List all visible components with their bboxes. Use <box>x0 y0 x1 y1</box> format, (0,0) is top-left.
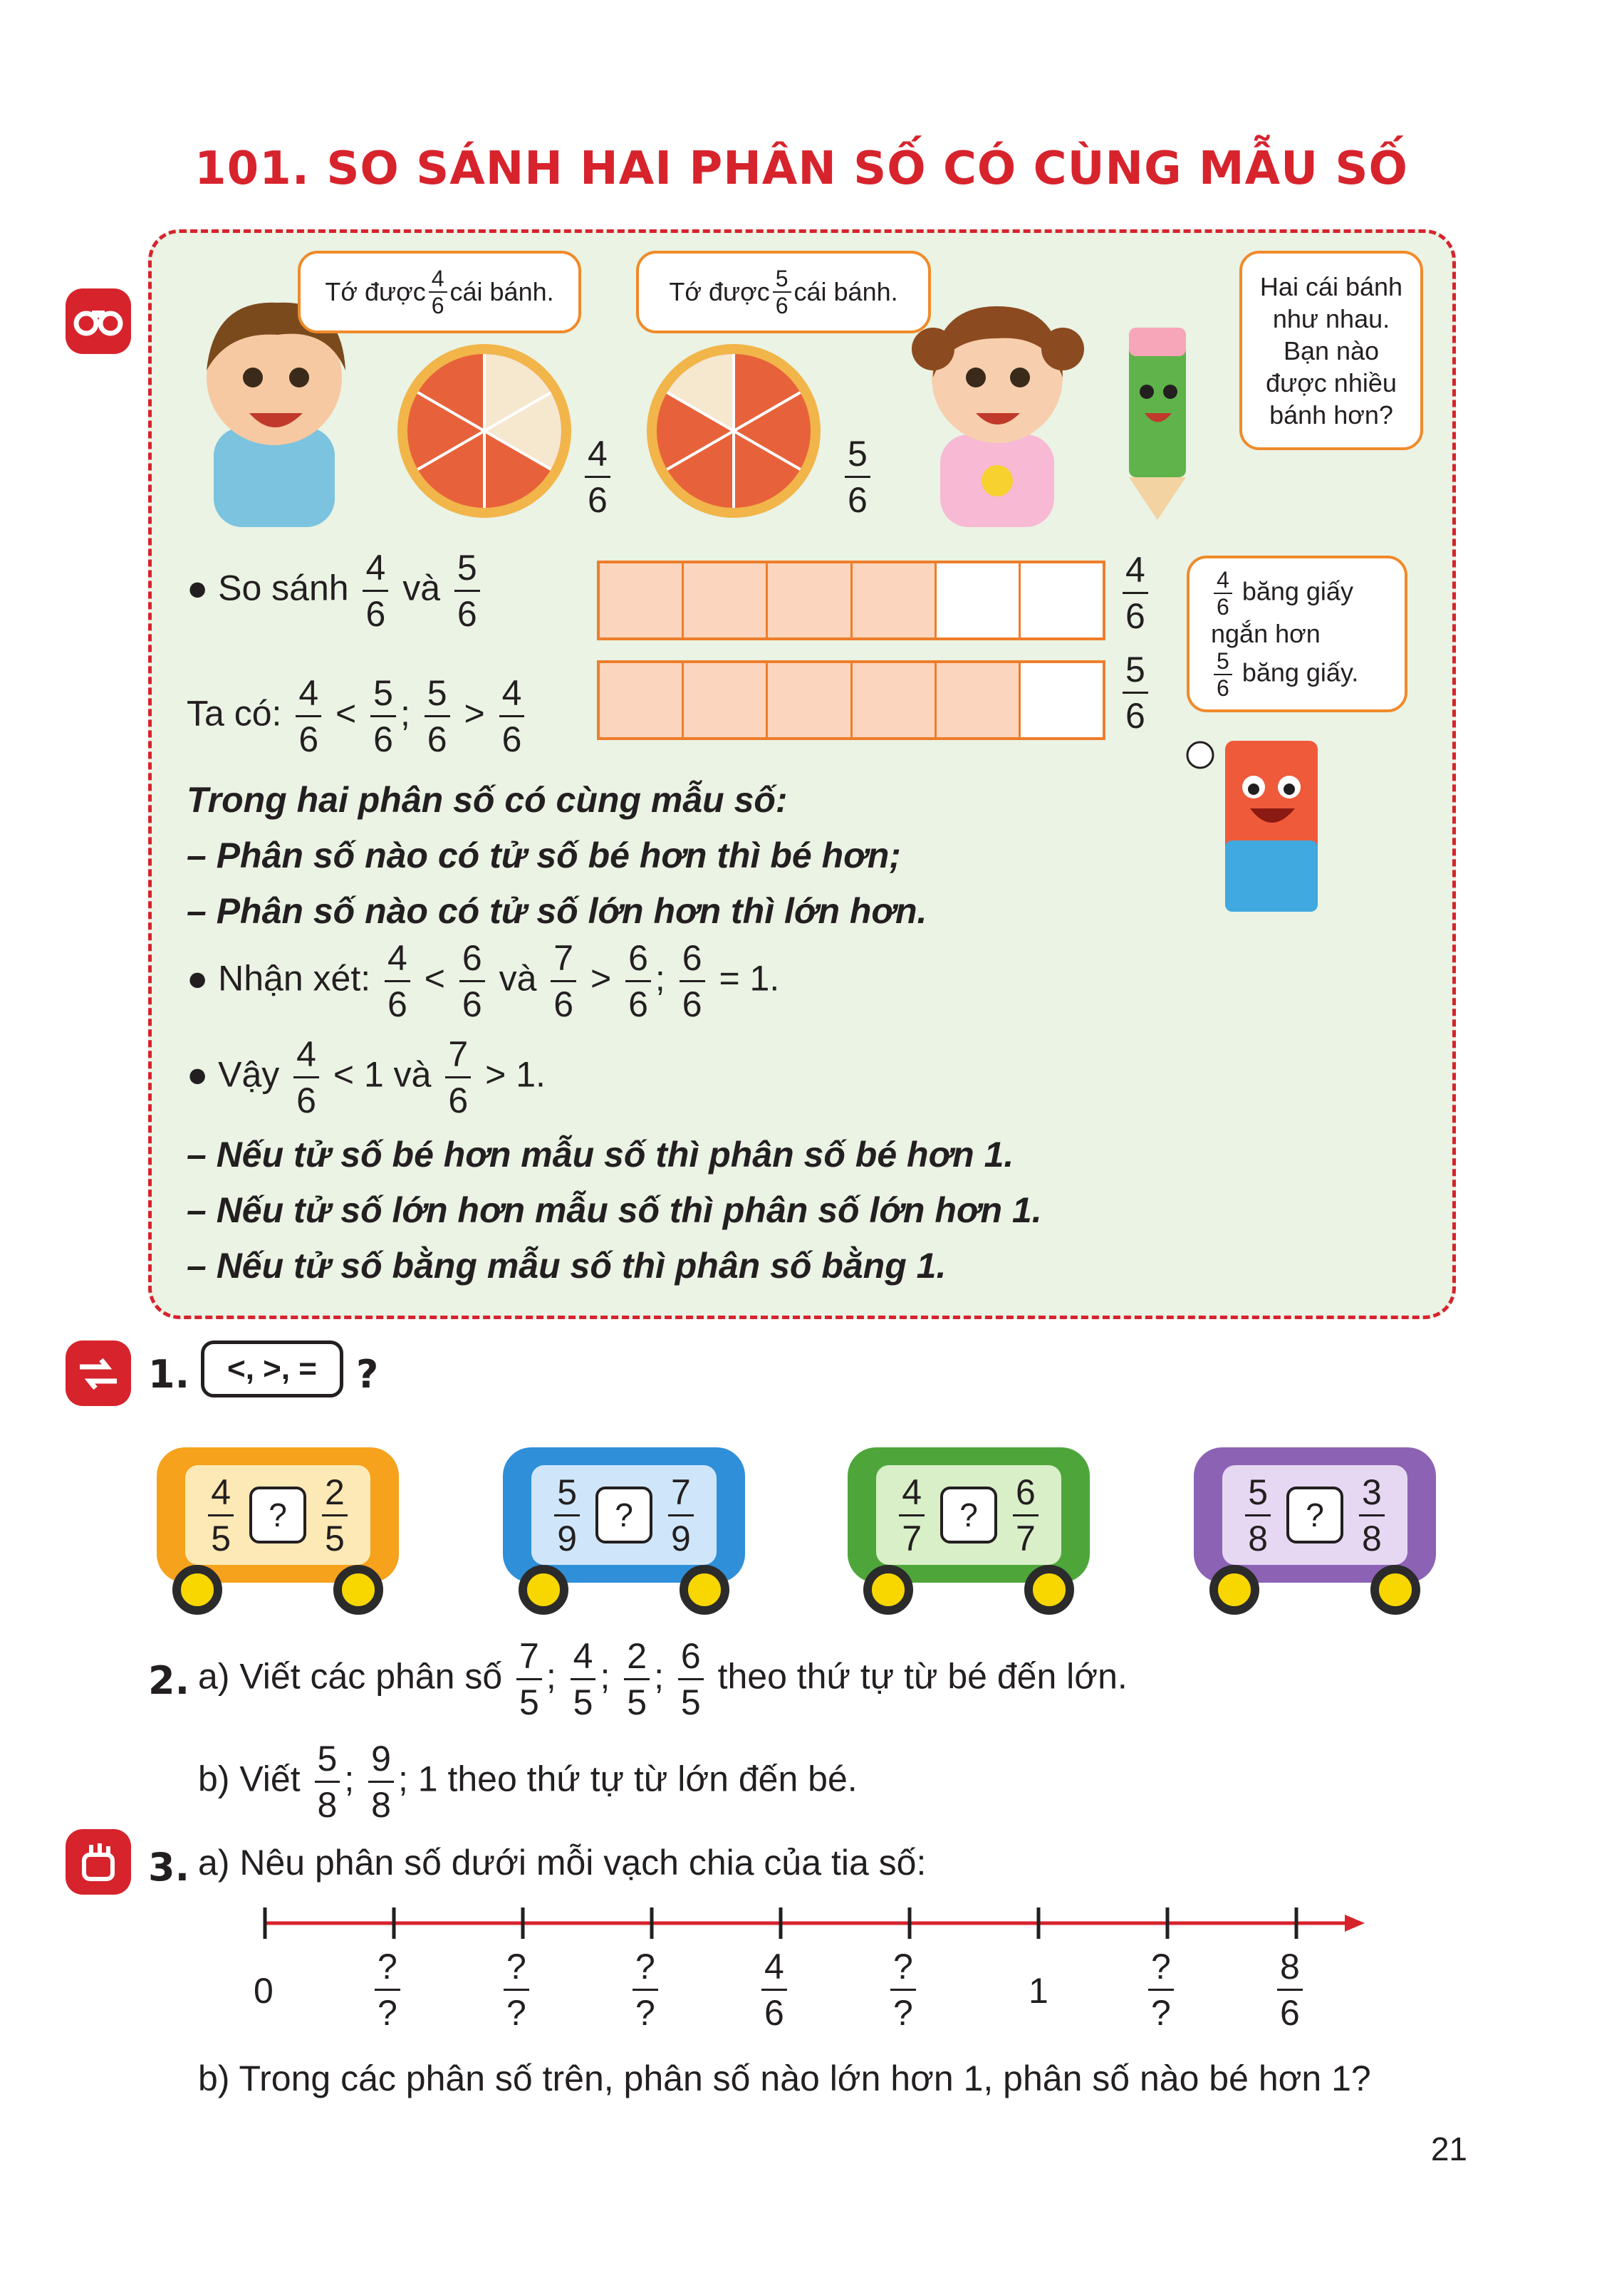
lesson-title: 101. SO SÁNH HAI PHÂN SỐ CÓ CÙNG MẪU SỐ <box>194 142 1408 195</box>
rule2-line-3: – Nếu tử số bằng mẫu số thì phân số bằng 1. <box>187 1246 947 1286</box>
page-number: 21 <box>1430 2130 1467 2167</box>
exercise-1-question-mark: ? <box>356 1352 379 1397</box>
pencil-character <box>1100 313 1214 527</box>
eraser-character <box>1182 727 1339 919</box>
paper-strip-5-6 <box>597 660 1105 740</box>
comparison-symbols-box: <, >, = <box>201 1341 343 1397</box>
answer-box-2[interactable]: ? <box>595 1487 652 1544</box>
answer-box-1[interactable]: ? <box>249 1487 306 1544</box>
pencil-speech-bubble: Hai cái bánh như nhau. Bạn nào được nhiều bánh hơn? <box>1239 251 1423 450</box>
tick-label-3: $\frac{?}{?}$ <box>628 1949 662 2031</box>
answer-box-3[interactable]: ? <box>940 1487 997 1544</box>
paper-strip-4-6 <box>597 561 1105 640</box>
compare-line: ● So sánh $\frac{4}{6}$ và $\frac{5}{6}$ <box>187 550 484 632</box>
girl-speech-bubble: Tớ được $\frac{5}{6}$ cái bánh. <box>636 251 931 333</box>
tick-label-6: 1 <box>1029 1971 1048 2011</box>
cart-4: $\frac{5}{8}$ ? $\frac{3}{8}$ <box>1187 1433 1443 1611</box>
strip-2-label: $\frac{5}{6}$ <box>1118 652 1152 734</box>
pizza-1-label: $\frac{4}{6}$ <box>581 436 615 518</box>
binoculars-icon <box>66 288 131 354</box>
rule2-line-2: – Nếu tử số lớn hơn mẫu số thì phân số lớn hơn 1. <box>187 1190 1042 1230</box>
eraser-speech-bubble: $\frac{4}{6}$ băng giấy ngắn hơn $\frac{5}{6}$ băng giấy. <box>1187 556 1407 712</box>
pizza-four-sixths <box>395 342 573 520</box>
cart-3: $\frac{4}{7}$ ? $\frac{6}{7}$ <box>840 1433 1097 1611</box>
rule2-line-1: – Nếu tử số bé hơn mẫu số thì phân số bé hơn 1. <box>187 1135 1014 1175</box>
strip-1-label: $\frac{4}{6}$ <box>1118 552 1152 634</box>
exercise-3b: b) Trong các phân số trên, phân số nào lớn hơn 1, phân số nào bé hơn 1? <box>198 2058 1371 2098</box>
exercise-2b: b) Viết $\frac{5}{8}$ ; $\frac{9}{8}$ ; 1 theo thứ tự từ lớn đến bé. <box>198 1739 858 1825</box>
exercise-2a: a) Viết các phân số $\frac{7}{5}$ ; $\frac{4}{5}$ ; $\frac{2}{5}$ ; $\frac{6}{5}$ theo thứ tự từ bé đến lớn. <box>198 1636 1128 1722</box>
pizza-2-label: $\frac{5}{6}$ <box>840 436 875 518</box>
tick-label-1: $\frac{?}{?}$ <box>370 1949 405 2031</box>
nhanxet-line: ● Nhận xét: $\frac{4}{6}$ < $\frac{6}{6}$ và $\frac{7}{6}$ > $\frac{6}{6}$ ; $\frac{6}{6}$ = 1. <box>187 938 780 1024</box>
tick-label-0: 0 <box>254 1971 274 2011</box>
rule1-line-1: Trong hai phân số có cùng mẫu số: <box>187 780 788 820</box>
pizza-five-sixths <box>645 342 823 520</box>
vay-line: ● Vậy $\frac{4}{6}$ < 1 và $\frac{7}{6}$ > 1. <box>187 1034 546 1120</box>
answer-box-4[interactable]: ? <box>1286 1487 1343 1544</box>
hand-icon <box>66 1829 131 1895</box>
girl-illustration <box>905 271 1090 527</box>
rule1-line-3: – Phân số nào có tử số lớn hơn thì lớn hơn. <box>187 891 927 931</box>
taco-line: Ta có: $\frac{4}{6}$ < $\frac{5}{6}$ ; $\frac{5}{6}$ > $\frac{4}{6}$ <box>187 675 529 757</box>
rule1-line-2: – Phân số nào có tử số bé hơn thì bé hơn; <box>187 836 901 875</box>
exercise-2-number: 2. <box>148 1658 190 1703</box>
exercise-3-number: 3. <box>148 1845 190 1890</box>
practice-arrows-icon <box>66 1341 131 1406</box>
tick-label-4: $\frac{4}{6}$ <box>757 1949 791 2031</box>
boy-speech-bubble: Tớ được $\frac{4}{6}$ cái bánh. <box>298 251 581 333</box>
tick-label-5: $\frac{?}{?}$ <box>886 1949 920 2031</box>
tick-label-2: $\frac{?}{?}$ <box>499 1949 533 2031</box>
cart-2: $\frac{5}{9}$ ? $\frac{7}{9}$ <box>496 1433 752 1611</box>
tick-label-8: $\frac{8}{6}$ <box>1273 1949 1307 2031</box>
exercise-1-number: 1. <box>148 1352 190 1397</box>
cart-1: $\frac{4}{5}$ ? $\frac{2}{5}$ <box>150 1433 406 1611</box>
exercise-3a: a) Nêu phân số dưới mỗi vạch chia của tia số: <box>198 1843 927 1883</box>
tick-label-7: $\frac{?}{?}$ <box>1144 1949 1178 2031</box>
